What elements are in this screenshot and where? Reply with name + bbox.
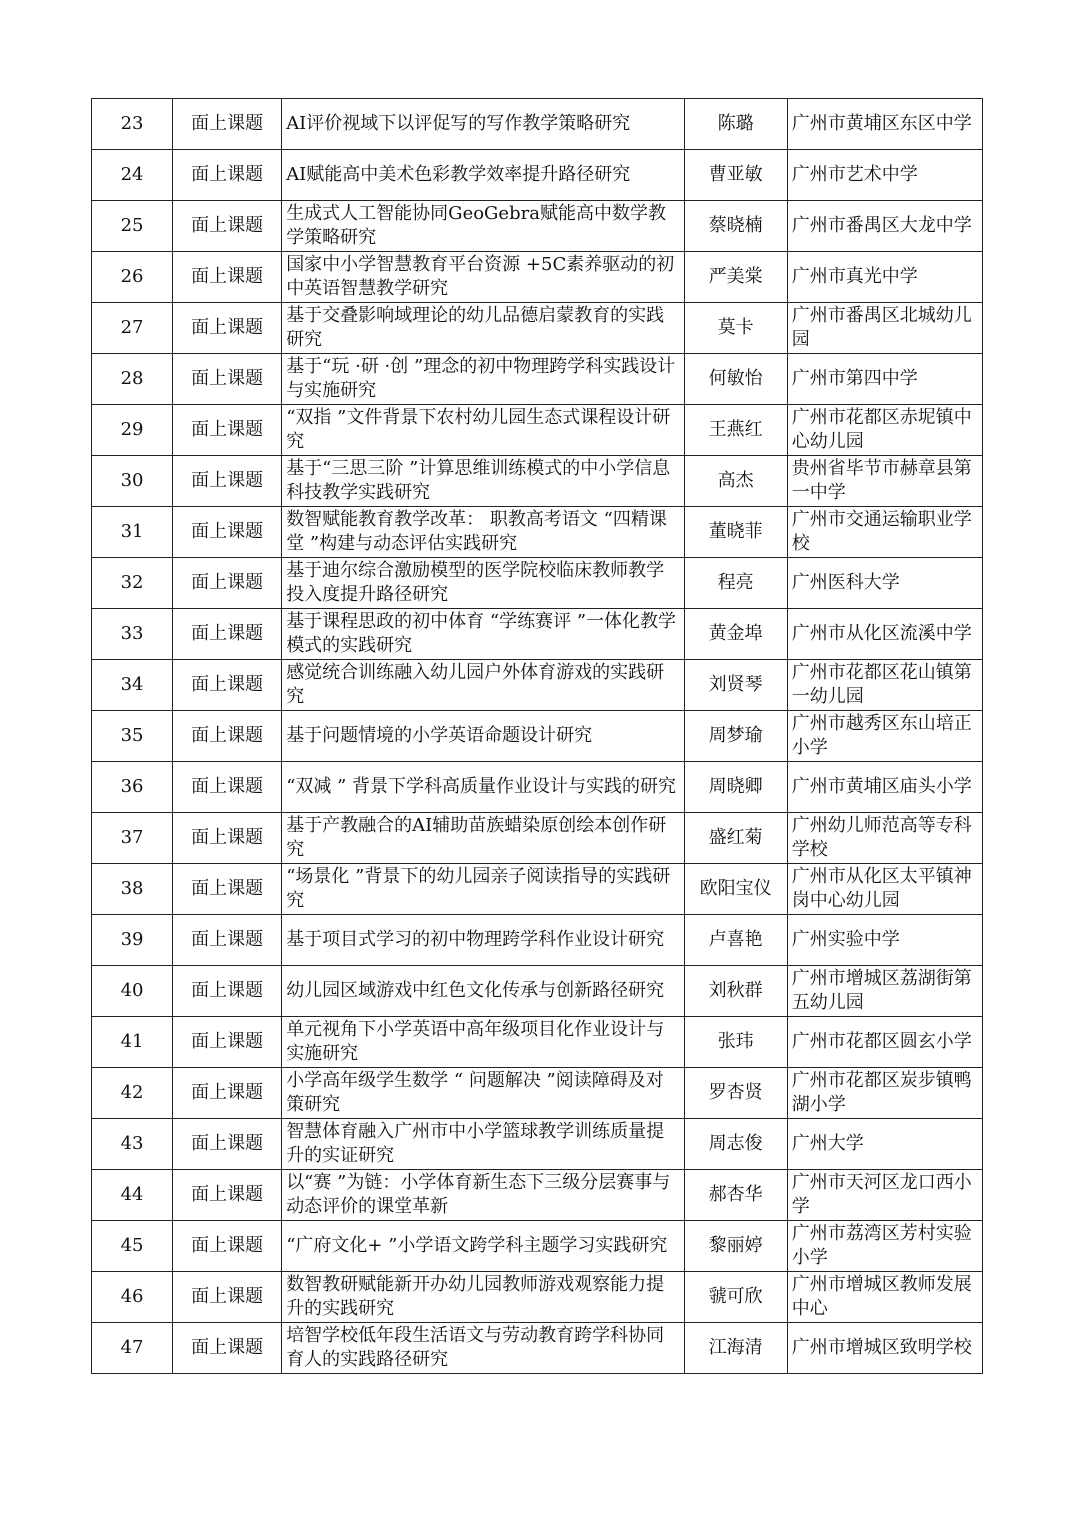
cell-project-title: “广府文化+ ”小学语文跨学科主题学习实践研究 xyxy=(282,1221,684,1272)
cell-number: 44 xyxy=(92,1170,173,1221)
cell-project-title: 基于问题情境的小学英语命题设计研究 xyxy=(282,711,684,762)
cell-principal: 刘贤琴 xyxy=(684,660,787,711)
cell-number: 37 xyxy=(92,813,173,864)
cell-project-type: 面上课题 xyxy=(173,303,282,354)
table-row xyxy=(92,915,983,966)
cell-project-type: 面上课题 xyxy=(173,762,282,813)
cell-principal: 程亮 xyxy=(684,558,787,609)
cell-organization: 广州市番禺区大龙中学 xyxy=(787,201,982,252)
cell-organization: 广州市天河区龙口西小学 xyxy=(787,1170,982,1221)
cell-principal: 严美棠 xyxy=(684,252,787,303)
cell-number: 26 xyxy=(92,252,173,303)
cell-project-title: “双指 ”文件背景下农村幼儿园生态式课程设计研究 xyxy=(282,405,684,456)
cell-organization: 广州市花都区圆玄小学 xyxy=(787,1017,982,1068)
cell-project-title: 基于“三思三阶 ”计算思维训练模式的中小学信息科技教学实践研究 xyxy=(282,456,684,507)
cell-principal: 虢可欣 xyxy=(684,1272,787,1323)
cell-project-type: 面上课题 xyxy=(173,864,282,915)
cell-project-type: 面上课题 xyxy=(173,660,282,711)
cell-project-title: 智慧体育融入广州市中小学篮球教学训练质量提升的实证研究 xyxy=(282,1119,684,1170)
cell-project-title: 以“赛 ”为链：小学体育新生态下三级分层赛事与动态评价的课堂革新 xyxy=(282,1170,684,1221)
table-row xyxy=(92,405,983,456)
cell-project-type: 面上课题 xyxy=(173,711,282,762)
cell-project-title: AI赋能高中美术色彩教学效率提升路径研究 xyxy=(282,150,684,201)
table-row xyxy=(92,558,983,609)
cell-principal: 莫卡 xyxy=(684,303,787,354)
cell-organization: 广州市第四中学 xyxy=(787,354,982,405)
cell-number: 24 xyxy=(92,150,173,201)
cell-project-title: 数智教研赋能新开办幼儿园教师游戏观察能力提升的实践研究 xyxy=(282,1272,684,1323)
cell-project-type: 面上课题 xyxy=(173,354,282,405)
cell-number: 41 xyxy=(92,1017,173,1068)
cell-project-type: 面上课题 xyxy=(173,99,282,150)
cell-organization: 广州市黄埔区东区中学 xyxy=(787,99,982,150)
cell-project-title: 基于课程思政的初中体育 “学练赛评 ”一体化教学模式的实践研究 xyxy=(282,609,684,660)
cell-organization: 广州市真光中学 xyxy=(787,252,982,303)
cell-number: 42 xyxy=(92,1068,173,1119)
table-row xyxy=(92,252,983,303)
cell-organization: 广州幼儿师范高等专科学校 xyxy=(787,813,982,864)
cell-project-type: 面上课题 xyxy=(173,813,282,864)
cell-project-type: 面上课题 xyxy=(173,1170,282,1221)
cell-project-title: 国家中小学智慧教育平台资源 +5C素养驱动的初中英语智慧教学研究 xyxy=(282,252,684,303)
cell-organization: 广州市从化区流溪中学 xyxy=(787,609,982,660)
project-table xyxy=(91,98,983,1374)
cell-organization: 广州市花都区炭步镇鸭湖小学 xyxy=(787,1068,982,1119)
table-row xyxy=(92,609,983,660)
cell-project-title: 感觉统合训练融入幼儿园户外体育游戏的实践研究 xyxy=(282,660,684,711)
cell-organization: 广州市从化区太平镇神岗中心幼儿园 xyxy=(787,864,982,915)
cell-number: 46 xyxy=(92,1272,173,1323)
table-row xyxy=(92,507,983,558)
cell-number: 39 xyxy=(92,915,173,966)
table-row xyxy=(92,660,983,711)
cell-project-type: 面上课题 xyxy=(173,1017,282,1068)
cell-project-title: “场景化 ”背景下的幼儿园亲子阅读指导的实践研究 xyxy=(282,864,684,915)
table-row xyxy=(92,762,983,813)
cell-organization: 广州市增城区致明学校 xyxy=(787,1323,982,1374)
table-row xyxy=(92,864,983,915)
table-row xyxy=(92,99,983,150)
cell-project-title: 数智赋能教育教学改革： 职教高考语文 “四精课堂 ”构建与动态评估实践研究 xyxy=(282,507,684,558)
cell-project-title: 单元视角下小学英语中高年级项目化作业设计与实施研究 xyxy=(282,1017,684,1068)
cell-principal: 何敏怡 xyxy=(684,354,787,405)
cell-organization: 广州医科大学 xyxy=(787,558,982,609)
cell-principal: 郝杏华 xyxy=(684,1170,787,1221)
cell-number: 38 xyxy=(92,864,173,915)
table-row xyxy=(92,354,983,405)
cell-organization: 广州市花都区赤坭镇中心幼儿园 xyxy=(787,405,982,456)
cell-principal: 黄金埠 xyxy=(684,609,787,660)
cell-organization: 广州市艺术中学 xyxy=(787,150,982,201)
cell-organization: 广州市荔湾区芳村实验小学 xyxy=(787,1221,982,1272)
table-row xyxy=(92,303,983,354)
cell-number: 33 xyxy=(92,609,173,660)
cell-project-title: 基于项目式学习的初中物理跨学科作业设计研究 xyxy=(282,915,684,966)
cell-project-type: 面上课题 xyxy=(173,1221,282,1272)
cell-project-title: 基于迪尔综合激励模型的医学院校临床教师教学投入度提升路径研究 xyxy=(282,558,684,609)
cell-number: 32 xyxy=(92,558,173,609)
cell-number: 28 xyxy=(92,354,173,405)
table-row xyxy=(92,1068,983,1119)
cell-project-type: 面上课题 xyxy=(173,252,282,303)
cell-principal: 董晓菲 xyxy=(684,507,787,558)
cell-project-type: 面上课题 xyxy=(173,1272,282,1323)
table-row xyxy=(92,966,983,1017)
cell-principal: 张玮 xyxy=(684,1017,787,1068)
table-row xyxy=(92,456,983,507)
cell-project-type: 面上课题 xyxy=(173,1323,282,1374)
cell-number: 25 xyxy=(92,201,173,252)
cell-principal: 黎丽婷 xyxy=(684,1221,787,1272)
cell-principal: 高杰 xyxy=(684,456,787,507)
cell-project-type: 面上课题 xyxy=(173,1068,282,1119)
cell-project-type: 面上课题 xyxy=(173,150,282,201)
cell-organization: 广州大学 xyxy=(787,1119,982,1170)
cell-project-title: 小学高年级学生数学 “ 问题解决 ”阅读障碍及对策研究 xyxy=(282,1068,684,1119)
table-row xyxy=(92,711,983,762)
cell-principal: 欧阳宝仪 xyxy=(684,864,787,915)
cell-project-title: 生成式人工智能协同GeoGebra赋能高中数学教学策略研究 xyxy=(282,201,684,252)
cell-number: 43 xyxy=(92,1119,173,1170)
cell-project-title: 基于“玩 ·研 ·创 ”理念的初中物理跨学科实践设计与实施研究 xyxy=(282,354,684,405)
cell-number: 29 xyxy=(92,405,173,456)
cell-organization: 广州市花都区花山镇第一幼儿园 xyxy=(787,660,982,711)
cell-project-type: 面上课题 xyxy=(173,1119,282,1170)
table-body xyxy=(92,99,983,1374)
table-row xyxy=(92,150,983,201)
cell-principal: 王燕红 xyxy=(684,405,787,456)
cell-project-title: 基于产教融合的AI辅助苗族蜡染原创绘本创作研究 xyxy=(282,813,684,864)
cell-principal: 罗杏贤 xyxy=(684,1068,787,1119)
cell-number: 30 xyxy=(92,456,173,507)
cell-project-title: 基于交叠影响域理论的幼儿品德启蒙教育的实践研究 xyxy=(282,303,684,354)
cell-project-type: 面上课题 xyxy=(173,609,282,660)
cell-number: 36 xyxy=(92,762,173,813)
cell-organization: 广州市交通运输职业学校 xyxy=(787,507,982,558)
cell-organization: 贵州省毕节市赫章县第一中学 xyxy=(787,456,982,507)
table-row xyxy=(92,1017,983,1068)
cell-number: 35 xyxy=(92,711,173,762)
cell-number: 40 xyxy=(92,966,173,1017)
cell-number: 45 xyxy=(92,1221,173,1272)
cell-project-title: “双减 ” 背景下学科高质量作业设计与实践的研究 xyxy=(282,762,684,813)
cell-principal: 盛红菊 xyxy=(684,813,787,864)
cell-principal: 刘秋群 xyxy=(684,966,787,1017)
cell-organization: 广州市番禺区北城幼儿园 xyxy=(787,303,982,354)
cell-project-title: 幼儿园区域游戏中红色文化传承与创新路径研究 xyxy=(282,966,684,1017)
cell-organization: 广州实验中学 xyxy=(787,915,982,966)
cell-number: 23 xyxy=(92,99,173,150)
table-row xyxy=(92,201,983,252)
cell-principal: 周梦瑜 xyxy=(684,711,787,762)
cell-number: 27 xyxy=(92,303,173,354)
cell-project-type: 面上课题 xyxy=(173,966,282,1017)
cell-principal: 周志俊 xyxy=(684,1119,787,1170)
table-row xyxy=(92,1170,983,1221)
cell-organization: 广州市黄埔区庙头小学 xyxy=(787,762,982,813)
cell-project-title: 培智学校低年段生活语文与劳动教育跨学科协同育人的实践路径研究 xyxy=(282,1323,684,1374)
cell-principal: 曹亚敏 xyxy=(684,150,787,201)
cell-organization: 广州市增城区荔湖街第五幼儿园 xyxy=(787,966,982,1017)
table-row xyxy=(92,813,983,864)
cell-organization: 广州市增城区教师发展中心 xyxy=(787,1272,982,1323)
cell-project-type: 面上课题 xyxy=(173,456,282,507)
table-row xyxy=(92,1221,983,1272)
cell-number: 34 xyxy=(92,660,173,711)
cell-principal: 卢喜艳 xyxy=(684,915,787,966)
cell-project-title: AI评价视域下以评促写的写作教学策略研究 xyxy=(282,99,684,150)
cell-principal: 周晓卿 xyxy=(684,762,787,813)
cell-project-type: 面上课题 xyxy=(173,915,282,966)
table-row xyxy=(92,1272,983,1323)
table-row xyxy=(92,1323,983,1374)
cell-number: 31 xyxy=(92,507,173,558)
cell-project-type: 面上课题 xyxy=(173,201,282,252)
table-row xyxy=(92,1119,983,1170)
cell-project-type: 面上课题 xyxy=(173,507,282,558)
cell-project-type: 面上课题 xyxy=(173,558,282,609)
cell-project-type: 面上课题 xyxy=(173,405,282,456)
cell-number: 47 xyxy=(92,1323,173,1374)
cell-organization: 广州市越秀区东山培正小学 xyxy=(787,711,982,762)
cell-principal: 陈璐 xyxy=(684,99,787,150)
cell-principal: 蔡晓楠 xyxy=(684,201,787,252)
cell-principal: 江海清 xyxy=(684,1323,787,1374)
